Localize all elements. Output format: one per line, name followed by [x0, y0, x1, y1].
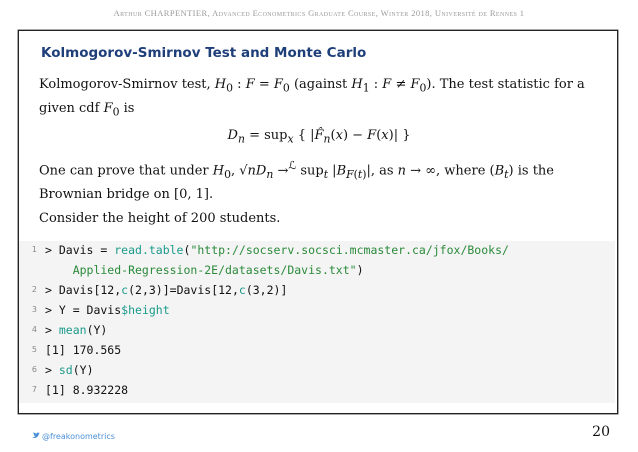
code-line: [19, 301, 615, 319]
line-number: 7: [31, 385, 37, 394]
code-line: [19, 281, 615, 299]
line-number: 4: [31, 325, 37, 334]
line-number: 3: [31, 305, 37, 314]
code-text: > Davis[12,c(2,3)]=Davis[12,c(3,2)]: [45, 283, 288, 297]
line-number: 5: [31, 345, 37, 354]
twitter-handle[interactable]: @freakonometrics: [42, 432, 115, 441]
paragraph-asymptotic: One can prove that under $H_0$, $√nD_n \to^ℒ$ sup$_t$ $|B_{F(t)}|$, as n → ∞, where $(B_t)$ is the Brownian bridge on [0, 1].: [39, 158, 554, 202]
code-block: [19, 241, 615, 403]
slide-header: Arthur CHARPENTIER, Advanced Econometrics Graduate Course, Winter 2018, Université de Rennes 1: [113, 8, 525, 18]
slide-frame: [18, 30, 618, 414]
paragraph-heights: Consider the height of 200 students.: [39, 210, 281, 226]
code-output: [1] 170.565: [45, 343, 122, 357]
ks-formula: $D_n = sup_x$ { $|F̂_n(x) - F(x)|$ }: [227, 128, 411, 146]
slide-body: [39, 75, 599, 229]
paragraph-ks-test: Kolmogorov-Smirnov test, $H_0$ : $F = F_0$ (against $H_1$ : $F \ne F_0$). The test statistic for a given cdf $F_0$ is: [39, 77, 585, 119]
code-output: [1] 8.932228: [45, 383, 129, 397]
twitter-bird-icon: [32, 432, 40, 440]
code-text: Applied-Regression-2E/datasets/Davis.txt"): [45, 263, 364, 277]
line-number: 1: [31, 245, 37, 254]
code-line: [19, 261, 615, 279]
code-line: [19, 341, 615, 359]
code-text: > mean(Y): [45, 323, 108, 337]
code-line: [19, 321, 615, 339]
line-number: 6: [31, 365, 37, 374]
code-line: [19, 381, 615, 399]
line-number: 2: [31, 285, 37, 294]
code-text: > Y = Davis$height: [45, 303, 170, 317]
code-text: > sd(Y): [45, 363, 94, 377]
page-number: 20: [592, 424, 610, 440]
code-line: [19, 241, 615, 259]
code-text: > Davis = read.table("http://socserv.socsci.mcmaster.ca/jfox/Books/: [45, 243, 509, 257]
code-line: [19, 361, 615, 379]
slide-title: Kolmogorov-Smirnov Test and Monte Carlo: [41, 45, 367, 61]
